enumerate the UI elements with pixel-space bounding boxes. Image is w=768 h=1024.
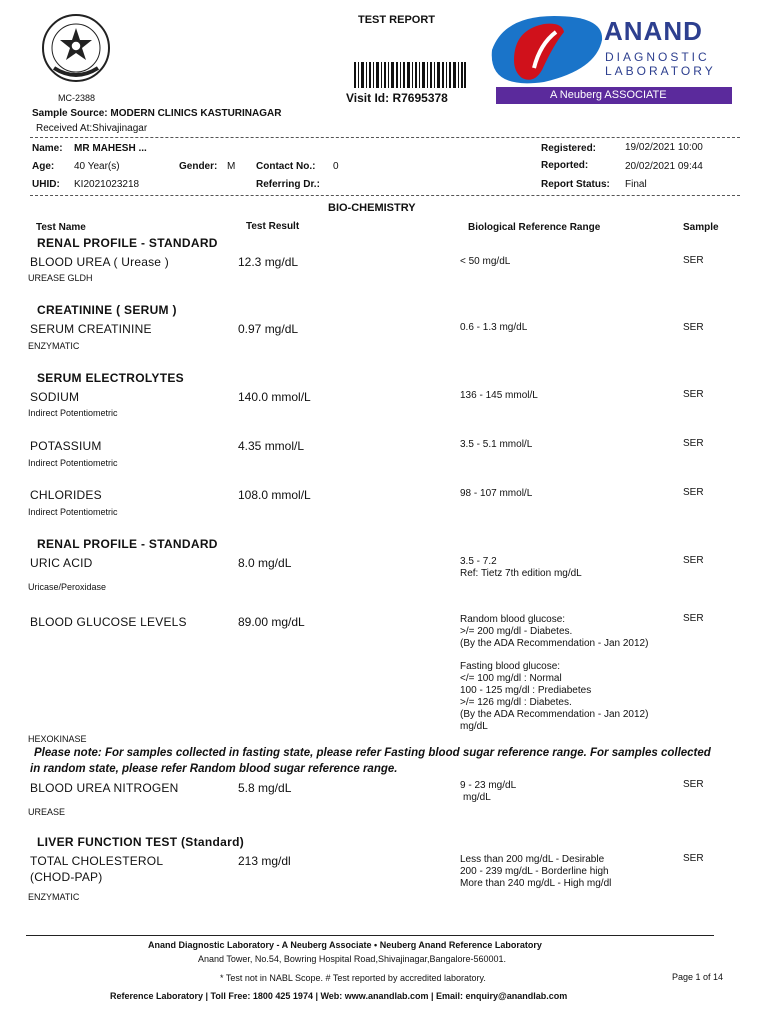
registered-label: Registered: [541, 143, 597, 154]
test-bun-method: UREASE [28, 807, 66, 817]
col-test-name: Test Name [36, 222, 86, 233]
section-liver-function: LIVER FUNCTION TEST (Standard) [37, 835, 244, 849]
glucose-range-7: >/= 126 mg/dl : Diabetes. [460, 697, 572, 708]
test-bun-sample: SER [683, 779, 704, 790]
test-glucose-result: 89.00 mg/dL [238, 615, 305, 629]
nabl-code: MC-2388 [58, 93, 96, 103]
test-creatinine-sample: SER [683, 322, 704, 333]
test-uric-acid-name: URIC ACID [30, 556, 93, 570]
test-glucose-name: BLOOD GLUCOSE LEVELS [30, 615, 187, 629]
uhid-value: KI2021023218 [74, 179, 140, 190]
test-cholesterol-name-2: (CHOD-PAP) [30, 870, 103, 884]
name-label: Name: [32, 143, 63, 154]
test-bun-name: BLOOD UREA NITROGEN [30, 781, 179, 795]
glucose-range-6: 100 - 125 mg/dl : Prediabetes [460, 685, 592, 696]
test-chlorides-sample: SER [683, 487, 704, 498]
cholesterol-range-1: Less than 200 mg/dL - Desirable [460, 854, 605, 865]
uhid-label: UHID: [32, 179, 60, 190]
test-potassium-method: Indirect Potentiometric [28, 458, 118, 468]
test-uric-acid-range-1: 3.5 - 7.2 [460, 556, 497, 567]
sample-source: Sample Source: MODERN CLINICS KASTURINAGAR [32, 108, 282, 119]
glucose-note: Please note: For samples collected in fasting state, please refer Fasting blood sugar reference range. For samples collected in random state, please refer Random blood sugar reference range. [30, 747, 711, 775]
test-sodium-name: SODIUM [30, 390, 80, 404]
test-creatinine-method: ENZYMATIC [28, 341, 80, 351]
test-blood-urea-method: UREASE GLDH [28, 273, 93, 283]
header-divider [30, 137, 740, 138]
test-sodium-sample: SER [683, 389, 704, 400]
test-glucose-sample: SER [683, 613, 704, 624]
test-bun-result: 5.8 mg/dL [238, 781, 292, 795]
test-chlorides-range: 98 - 107 mmol/L [460, 488, 533, 499]
test-potassium-range: 3.5 - 5.1 mmol/L [460, 439, 533, 450]
test-chlorides-name: CHLORIDES [30, 488, 102, 502]
section-renal-profile-2: RENAL PROFILE - STANDARD [37, 537, 218, 551]
footer-line-3: * Test not in NABL Scope. # Test reported by accredited laboratory. [220, 973, 486, 983]
test-uric-acid-sample: SER [683, 555, 704, 566]
brand-logo [484, 10, 734, 106]
report-title: TEST REPORT [358, 14, 436, 26]
test-sodium-range: 136 - 145 mmol/L [460, 390, 538, 401]
footer-line-4: Reference Laboratory | Toll Free: 1800 425 1974 | Web: www.anandlab.com | Email: enquiry@anandlab.com [110, 991, 568, 1001]
registered-value: 19/02/2021 10:00 [625, 142, 703, 153]
test-cholesterol-sample: SER [683, 853, 704, 864]
test-uric-acid-range-2: Ref: Tietz 7th edition mg/dL [460, 568, 582, 579]
test-uric-acid-method: Uricase/Peroxidase [28, 582, 107, 592]
test-glucose-method: HEXOKINASE [28, 734, 87, 744]
test-potassium-name: POTASSIUM [30, 439, 102, 453]
glucose-range-1: Random blood glucose: [460, 614, 566, 625]
section-creatinine: CREATININE ( SERUM ) [37, 303, 177, 317]
glucose-range-8: (By the ADA Recommendation - Jan 2012) [460, 709, 649, 720]
brand-line1: DIAGNOSTIC [605, 50, 710, 64]
brand-tagline: A Neuberg ASSOCIATE [550, 89, 667, 101]
gender-value: M [227, 161, 236, 172]
footer-page: Page 1 of 14 [672, 972, 724, 982]
test-chlorides-result: 108.0 mmol/L [238, 488, 311, 502]
test-bun-range-1: 9 - 23 mg/dL [460, 780, 517, 791]
test-cholesterol-result: 213 mg/dl [238, 854, 291, 868]
age-label: Age: [32, 161, 55, 172]
contact-value: 0 [333, 161, 339, 172]
footer-line-1: Anand Diagnostic Laboratory - A Neuberg Associate • Neuberg Anand Reference Laboratory [148, 940, 542, 950]
gender-label: Gender: [179, 161, 218, 172]
test-creatinine-result: 0.97 mg/dL [238, 322, 299, 336]
brand-line2: LABORATORY [605, 64, 716, 78]
reported-value: 20/02/2021 09:44 [625, 161, 703, 172]
footer-divider [26, 935, 714, 936]
patient-name: MR MAHESH ... [74, 143, 147, 154]
department-title: BIO-CHEMISTRY [328, 202, 416, 214]
test-cholesterol-name-1: TOTAL CHOLESTEROL [30, 854, 164, 868]
nabl-seal [40, 12, 112, 84]
nabl-seal-icon [40, 12, 112, 84]
test-creatinine-name: SERUM CREATININE [30, 322, 152, 336]
received-at: Received At:Shivajinagar [36, 123, 148, 134]
test-blood-urea-name: BLOOD UREA ( Urease ) [30, 255, 169, 269]
contact-label: Contact No.: [256, 161, 316, 172]
footer-line-2: Anand Tower, No.54, Bowring Hospital Road,Shivajinagar,Bangalore-560001. [198, 954, 507, 964]
visit-id: Visit Id: R7695378 [346, 91, 448, 105]
test-uric-acid-result: 8.0 mg/dL [238, 556, 292, 570]
col-range: Biological Reference Range [468, 222, 601, 233]
section-renal-profile: RENAL PROFILE - STANDARD [37, 236, 218, 250]
status-label: Report Status: [541, 179, 610, 190]
test-chlorides-method: Indirect Potentiometric [28, 507, 118, 517]
test-blood-urea-range: < 50 mg/dL [460, 256, 511, 267]
barcode-icon [354, 62, 466, 88]
cholesterol-range-3: More than 240 mg/dL - High mg/dl [460, 878, 612, 889]
col-sample: Sample [683, 222, 719, 233]
glucose-range-5: </= 100 mg/dl : Normal [460, 673, 562, 684]
age-value: 40 Year(s) [74, 161, 120, 172]
glucose-range-3: (By the ADA Recommendation - Jan 2012) [460, 638, 649, 649]
section-electrolytes: SERUM ELECTROLYTES [37, 371, 184, 385]
brand-swoosh-icon [484, 10, 614, 88]
test-potassium-result: 4.35 mmol/L [238, 439, 305, 453]
col-result: Test Result [246, 221, 300, 232]
test-sodium-result: 140.0 mmol/L [238, 390, 311, 404]
test-sodium-method: Indirect Potentiometric [28, 408, 118, 418]
test-cholesterol-method: ENZYMATIC [28, 892, 80, 902]
test-blood-urea-result: 12.3 mg/dL [238, 255, 299, 269]
test-blood-urea-sample: SER [683, 255, 704, 266]
patient-divider [30, 195, 740, 196]
barcode [354, 62, 466, 88]
test-creatinine-range: 0.6 - 1.3 mg/dL [460, 322, 528, 333]
reported-label: Reported: [541, 160, 589, 171]
test-bun-range-2: mg/dL [463, 792, 491, 803]
test-potassium-sample: SER [683, 438, 704, 449]
glucose-range-9: mg/dL [460, 721, 488, 732]
brand-name: ANAND [604, 16, 703, 46]
glucose-range-4: Fasting blood glucose: [460, 661, 561, 672]
referring-label: Referring Dr.: [256, 179, 320, 190]
cholesterol-range-2: 200 - 239 mg/dL - Borderline high [460, 866, 609, 877]
status-value: Final [625, 179, 647, 190]
glucose-range-2: >/= 200 mg/dl - Diabetes. [460, 626, 573, 637]
